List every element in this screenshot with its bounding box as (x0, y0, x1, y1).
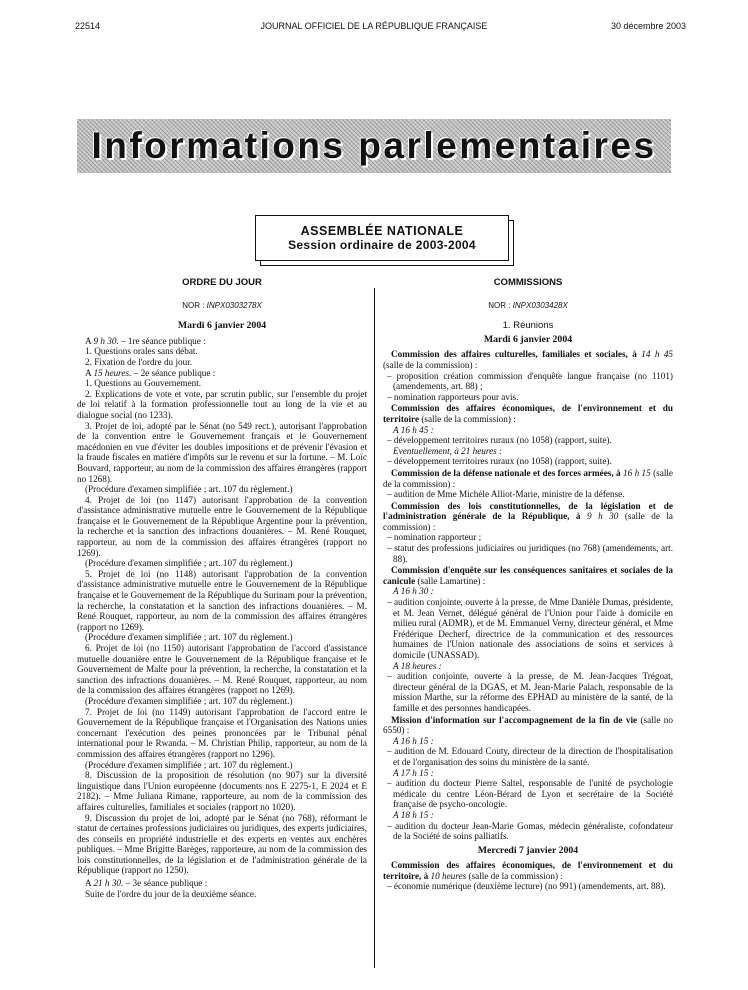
meeting-item: – nomination rapporteurs pour avis. (387, 391, 519, 402)
meeting-time: A 18 heures : (393, 660, 442, 671)
meeting-item: – audition de Mme Michèle Alliot-Marie, ministre de la défense. (387, 489, 625, 500)
meeting-item: – audition du docteur Jean-Marie Gomas, médecin généraliste, cofondateur de la Société de soins palliatifs. (387, 820, 673, 842)
commission-heading: Mission d'information sur l'accompagnement de la fin de vie (salle no 6550) : (383, 714, 673, 736)
agenda-item: 5. Projet de loi (no 1148) autorisant l'approbation de la convention d'assistance administrative mutuelle entre le Gouvernement de la République française et le Gouvernement de la République du Surinam pour la prévention, la recherche, la constatation et la sanction des infractions douanières. – M. René Rouquet, rapporteur, au nom de la commission des affaires étrangères (rapport no 1269). (77, 568, 367, 632)
agenda-column (77, 278, 367, 899)
agenda-item: 6. Projet de loi (no 1150) autorisant l'approbation de l'accord d'assistance mutuelle douanière entre le Gouvernement de la République française et le Gouvernement de Malte pour la prévention, la recherche, la constatation et la sanction des infractions douanières. – M. René Rouquet, rapporteur, au nom de la commission des affaires étrangères (rapport no 1269). (77, 643, 367, 696)
meeting-item: – développement territoires ruraux (no 1058) (rapport, suite). (387, 456, 612, 467)
agenda-item: 2. Explications de vote et vote, par scrutin public, sur l'ensemble du projet de loi relatif à la formation professionnelle tout au long de la vie et au dialogue social (no 1233). (77, 388, 367, 420)
agenda-item: 3. Projet de loi, adopté par le Sénat (no 549 rect.), autorisant l'approbation de la convention entre le Gouvernement français et le Gouvernement macédonien en vue d'éviter les doubles impositions et de prévenir l'évasion et la fraude fiscales en matière d'impôts sur le revenu et sur la fortune. – M. Loïc Bouvard, rapporteur, au nom de la commission des affaires étrangères (rapport no 1268). (77, 420, 367, 484)
banner-title: Informations parlementaires (91, 125, 657, 166)
meeting-time: A 18 h 15 : (393, 809, 434, 820)
agenda-item: 7. Projet de loi (no 1149) autorisant l'approbation de l'accord entre le Gouvernement de la République française et l'Organisation des Nations unies concernant l'exécution des peines prononcées par le Tribunal pénal international pour le Rwanda. – M. Christian Philip, rapporteur, au nom de la commission des affaires étrangères (rapport no 1296). (77, 706, 367, 759)
agenda-item: 1. Questions au Gouvernement. (85, 378, 202, 389)
journal-title: JOURNAL OFFICIEL DE LA RÉPUBLIQUE FRANÇAISE (260, 21, 488, 31)
meeting-time: A 16 h 30 : (393, 586, 434, 597)
meeting-time: A 16 h 45 : (393, 424, 434, 435)
meeting-item: – statut des professions judiciaires ou juridiques (no 768) (amendements, art. 88). (387, 543, 673, 564)
institution-name: ASSEMBLÉE NATIONALE (300, 224, 464, 238)
commission-heading: Commission de la défense nationale et des forces armées, à 16 h 15 (salle de la commission) : (383, 467, 674, 489)
meetings-subheading: 1. Réunions (502, 320, 554, 332)
session-1-time: A 9 h 30. – 1re séance publique : (85, 335, 206, 346)
agenda-nor: NOR : INPX0303278X (182, 300, 262, 310)
commission-heading: Commission des affaires culturelles, familiales et sociales, à 14 h 45 (salle de la commission) : (383, 349, 674, 370)
agenda-item: Suite de l'ordre du jour de la deuxième séance. (85, 888, 257, 899)
meeting-item: – audition conjointe, ouverte à la presse, de M. Jean-Jacques Trégoat, directeur général de la DGAS, et M. Jean-Marie Palach, responsable de la mission Marthe, sur la réforme des EPHAD au ministère de la santé, de la famille et des personnes handicapées. (387, 671, 673, 713)
meeting-item: – audition de M. Edouard Couty, directeur de la direction de l'hospitalisation et de l'organisation des soins du ministère de la santé. (387, 746, 673, 767)
procedure-note: (Procédure d'examen simplifiée ; art. 107 du règlement.) (85, 632, 293, 643)
agenda-heading: ORDRE DU JOUR (182, 277, 262, 288)
procedure-note: (Procédure d'examen simplifiée ; art. 107 du règlement.) (85, 484, 293, 495)
meeting-time: Eventuellement, à 21 heures : (393, 445, 503, 456)
meeting-time: A 16 h 15 : (393, 735, 434, 746)
commissions-column (383, 278, 673, 892)
meeting-time: A 17 h 15 : (393, 767, 434, 778)
commission-heading: Commission des lois constitutionnelles, de la législation et de l'administration générale de la République, à 9 h 30 (salle de la commission) : (383, 500, 674, 532)
agenda-item: 1. Questions orales sans débat. (85, 346, 198, 357)
section-banner (77, 119, 671, 173)
meeting-item: – économie numérique (deuxième lecture) (no 991) (amendements, art. 88). (387, 881, 666, 892)
institution-box (255, 215, 509, 261)
meeting-item: – développement territoires ruraux (no 1058) (rapport, suite). (387, 435, 612, 446)
issue-date: 30 décembre 2003 (610, 21, 686, 31)
meetings-date-2: Mercredi 7 janvier 2004 (477, 844, 579, 856)
column-divider (374, 288, 375, 968)
commission-heading: Commission des affaires économiques, de l'environnement et du territoire, à 10 heures (salle de la commission) : (383, 860, 673, 881)
agenda-item: 2. Fixation de l'ordre du jour. (85, 356, 193, 367)
session-2-time: A 15 heures. – 2e séance publique : (85, 367, 216, 378)
meeting-item: – proposition création commission d'enquête langue française (no 1101) (amendements, art. 88) ; (387, 370, 673, 392)
running-header (0, 21, 748, 35)
agenda-item: 9. Discussion du projet de loi, adopté par le Sénat (no 768), réformant le statut de certaines professions judiciaires ou juridiques, des experts judiciaires, des conseils en propriété industrielle et des experts en ventes aux enchères publiques. – Mme Brigitte Barèges, rapporteure, au nom de la commission des lois constitutionnelles, de la législation et de l'administration générale de la République (rapport no 1250). (77, 812, 367, 876)
procedure-note: (Procédure d'examen simplifiée ; art. 107 du règlement.) (85, 759, 293, 770)
session-3-time: A 21 h 30. – 3e séance publique : (85, 878, 208, 889)
procedure-note: (Procédure d'examen simplifiée ; art. 107 du règlement.) (85, 695, 293, 706)
meeting-item: – audition du docteur Pierre Saltel, responsable de l'unité de psychologie médicale du centre Léon-Bérard de Lyon et secrétaire de la Société française de psycho-oncologie. (387, 778, 673, 810)
commission-heading: Commission des affaires économiques, de l'environnement et du territoire (salle de la commission) : (383, 403, 673, 424)
meeting-item: – nomination rapporteur ; (387, 532, 482, 543)
session-name: Session ordinaire de 2003-2004 (288, 238, 476, 252)
commission-heading: Commission d'enquête sur les conséquences sanitaires et sociales de la canicule (salle Lamartine) : (383, 565, 673, 586)
procedure-note: (Procédure d'examen simplifiée ; art. 107 du règlement.) (85, 558, 293, 569)
meetings-date: Mardi 6 janvier 2004 (483, 333, 573, 345)
commissions-nor: NOR : INPX0303428X (488, 300, 568, 310)
agenda-item: 4. Projet de loi (no 1147) autorisant l'approbation de la convention d'assistance administrative mutuelle entre le Gouvernement de la République française et le Gouvernement de la République Argentine pour la prévention, la recherche et la sanction des infractions douanières. – M. René Rouquet, rapporteur, au nom de la commission des affaires étrangères (rapport no 1269). (77, 494, 367, 558)
agenda-item: 8. Discussion de la proposition de résolution (no 907) sur la diversité linguistique dans l'Union européenne (documents nos E 2275-1, E 2024 et E 2182). – Mme Juliana Rimane, rapporteure, au nom de la commission des affaires culturelles, familiales et sociales (rapport no 1020). (77, 770, 367, 812)
page-number: 22514 (75, 21, 101, 31)
agenda-date: Mardi 6 janvier 2004 (177, 320, 267, 332)
commissions-heading: COMMISSIONS (493, 277, 563, 288)
meeting-item: – audition conjointe, ouverte à la presse, de Mme Danièle Dumas, présidente, et M. Jean Vernet, délégué général de l'Union pour l'aide à domicile en milieu rural (ADMR), et de M. Emmanuel Verny, directeur général, et Mme Frédérique Decherf, directrice de la communication et des ressources humaines de l'Union nationale des associations de soins et services à domicile (UNASSAD). (387, 597, 673, 660)
